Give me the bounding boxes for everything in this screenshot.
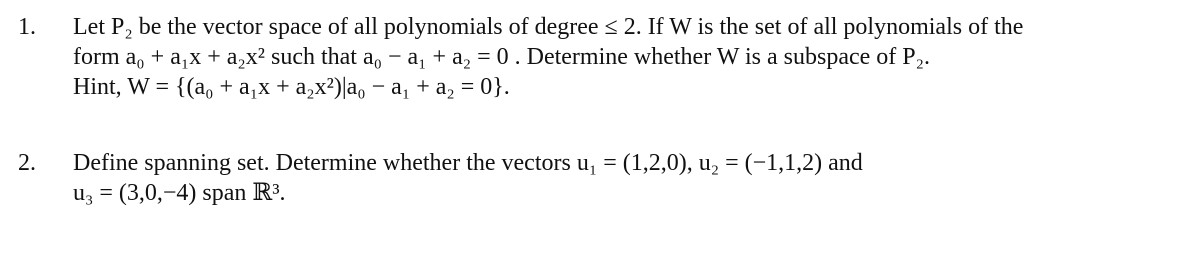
problem-line: Hint, W = {(a₀ + a₁x + a₂x²)|a₀ − a₁ + a₂ = 0}. — [73, 74, 510, 100]
problem-number: 2. — [18, 150, 36, 176]
problem-text — [73, 12, 1188, 102]
problem-line: form a₀ + a₁x + a₂x² such that a₀ − a₁ + a₂ = 0 . Determine whether W is a subspace of P₂. — [73, 44, 930, 70]
problem-number: 1. — [18, 14, 36, 40]
problem-line: u₃ = (3,0,−4) span ℝ³. — [73, 180, 286, 206]
problem-line: Let P₂ be the vector space of all polynomials of degree ≤ 2. If W is the set of all polynomials of the — [73, 14, 1024, 40]
problem-line: Define spanning set. Determine whether the vectors u₁ = (1,2,0), u₂ = (−1,1,2) and — [73, 150, 863, 176]
problem-text — [73, 148, 1188, 208]
